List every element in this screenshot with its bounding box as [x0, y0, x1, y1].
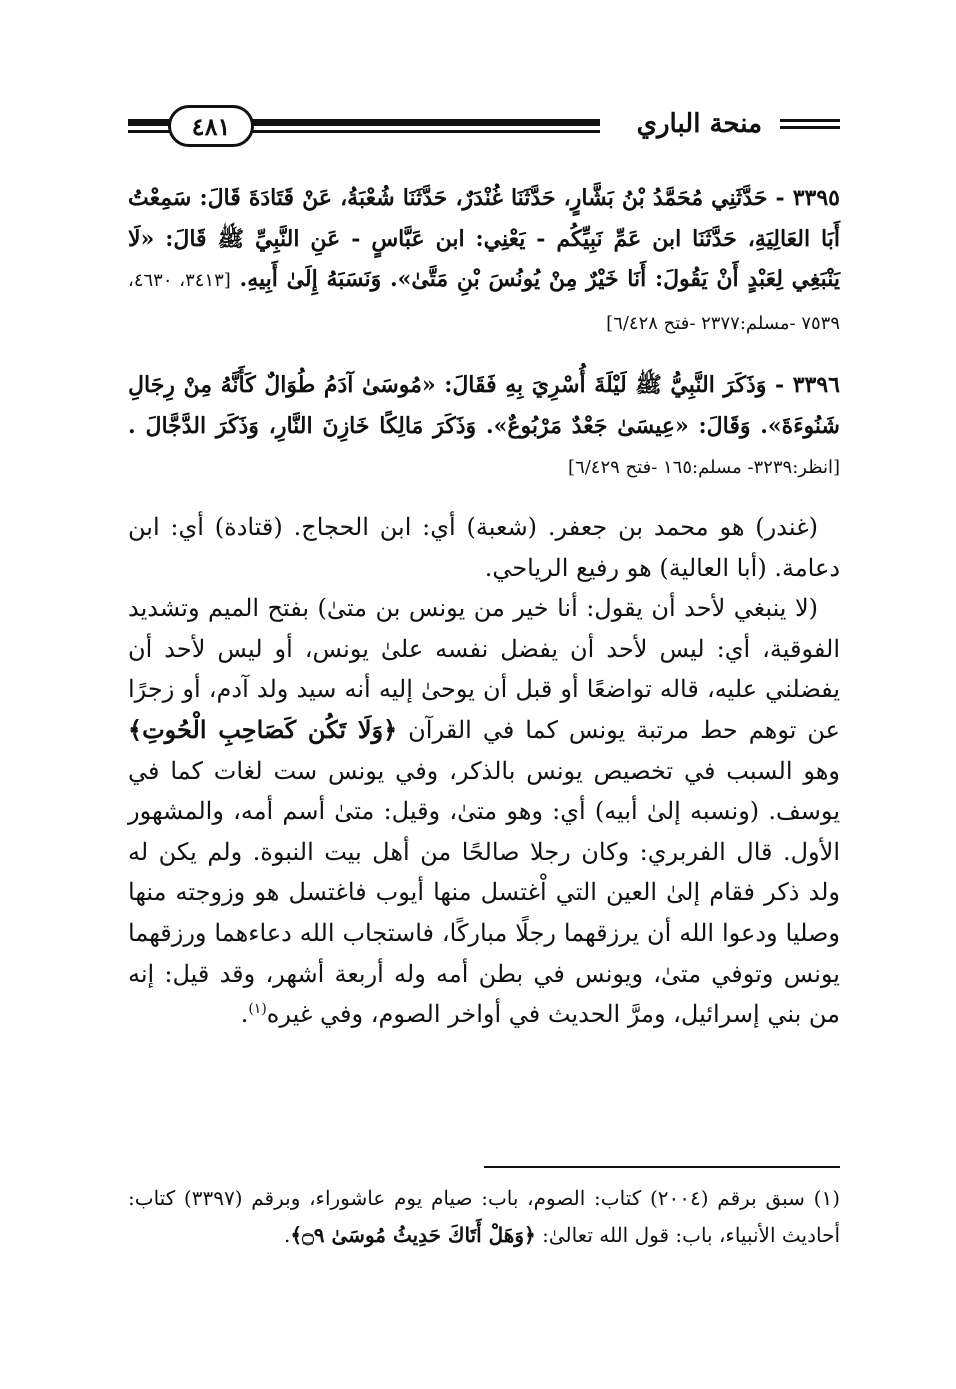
- page-header: [128, 105, 840, 155]
- header-rule-right: [780, 119, 840, 129]
- header-rule-left: [248, 119, 600, 133]
- footnote-end: .: [284, 1223, 291, 1247]
- footnote-marker: (١): [248, 1001, 267, 1018]
- page-number: ٤٨١: [168, 105, 254, 147]
- hadith-3396: [128, 365, 840, 489]
- hadith-text: ٣٣٩٥ - حَدَّثَنِي مُحَمَّدُ بْنُ بَشَّارٍ، حَدَّثَنَا غُنْدَرٌ، حَدَّثَنَا شُعْبَةُ، عَنْ قَتَادَةَ قَالَ: سَمِعْتُ أَبَا العَالِيَةِ، حَدَّثَنَا ابن عَمِّ نَبِيِّكُم - يَعْنِي: ابن عَبَّاسٍ - عَنِ النَّبِيِّ ﷺ قَالَ: «لَا يَنْبَغِي لِعَبْدٍ أَنْ يَقُولَ: أَنَا خَيْرٌ مِنْ يُونُسَ بْنِ مَتَّىٰ». وَنَسَبَهُ إِلَىٰ أَبِيهِ.: [128, 185, 840, 292]
- commentary-paragraph: (غندر) هو محمد بن جعفر. (شعبة) أي: ابن الحجاج. (قتادة) أي: ابن دعامة. (أبا العالية) هو رفيع الرياحي.: [128, 513, 840, 582]
- hadith-references: [٣٤١٣، ٤٦٣٠، ٧٥٣٩ -مسلم:٢٣٧٧ -فتح ٦/٤٢٨]: [128, 270, 840, 334]
- commentary-text: (لا ينبغي لأحد أن يقول: أنا خير من يونس بن متىٰ) بفتح الميم وتشديد الفوقية، أي: ليس لأحد أن يفضل نفسه علىٰ يونس، أو ليس لأحد أن يفضلني عليه، قاله تواضعًا أو قبل أن يوحىٰ إليه أنه سيد ولد آدم، أو زجرًا عن توهم حط مرتبة يونس كما في القرآن: [128, 594, 840, 744]
- footnote-separator: [484, 1166, 840, 1168]
- commentary-text: وهو السبب في تخصيص يونس بالذكر، وفي يونس ست لغات كما في يوسف. (ونسبه إلىٰ أبيه) أي: وهو متىٰ، وقيل: متىٰ أسم أمه، والمشهور الأول. قال الفربري: وكان رجلا صالحًا من أهل بيت النبوة. ولم يكن له ولد ذكر فقام إلىٰ العين التي اْغتسل منها أيوب فاغتسل هو وزوجته منها وصليا ودعوا الله أن يرزقهما رجلًا مباركًا، فاستجاب الله دعاءهما ورزقهما يونس وتوفي متىٰ، ويونس في بطن أمه وله أربعة أشهر، وقد قيل: إنه من بني إسرائيل، ومرَّ الحديث في أواخر الصوم، وفي غيره: [128, 756, 840, 1029]
- footnote: [128, 1180, 840, 1254]
- quran-verse: ﴿وَلَا تَكُن كَصَاحِبِ الْحُوتِ﴾: [128, 714, 398, 744]
- quran-verse: ﴿وَهَلْ أَتَاكَ حَدِيثُ مُوسَىٰ ۝٩﴾: [290, 1223, 536, 1247]
- commentary-paragraph: [128, 588, 840, 1035]
- commentary: [128, 507, 840, 1035]
- hadith-text: ٣٣٩٦ - وَذَكَرَ النَّبِيُّ ﷺ لَيْلَةَ أُسْرِيَ بِهِ فَقَالَ: «مُوسَىٰ آدَمُ طُوَالٌ كَأَنَّهُ مِنْ رِجَالِ شَنُوءَةَ». وَقَالَ: «عِيسَىٰ جَعْدٌ مَرْبُوعٌ». وَذَكَرَ مَالِكًا خَازِنَ النَّارِ، وَذَكَرَ الدَّجَّالَ .: [128, 372, 840, 439]
- commentary-end: .: [240, 1000, 249, 1029]
- hadith-3395: [128, 178, 840, 344]
- hadith-references: [انظر:٣٢٣٩- مسلم:١٦٥ -فتح ٦/٤٢٩]: [568, 457, 840, 478]
- book-title: منحة الباري: [636, 109, 762, 139]
- footnote-text: (١) سبق برقم (٢٠٠٤) كتاب: الصوم، باب: صيام يوم عاشوراء، وبرقم (٣٣٩٧) كتاب: أحاديث الأنبياء، باب: قول الله تعالىٰ:: [128, 1186, 840, 1247]
